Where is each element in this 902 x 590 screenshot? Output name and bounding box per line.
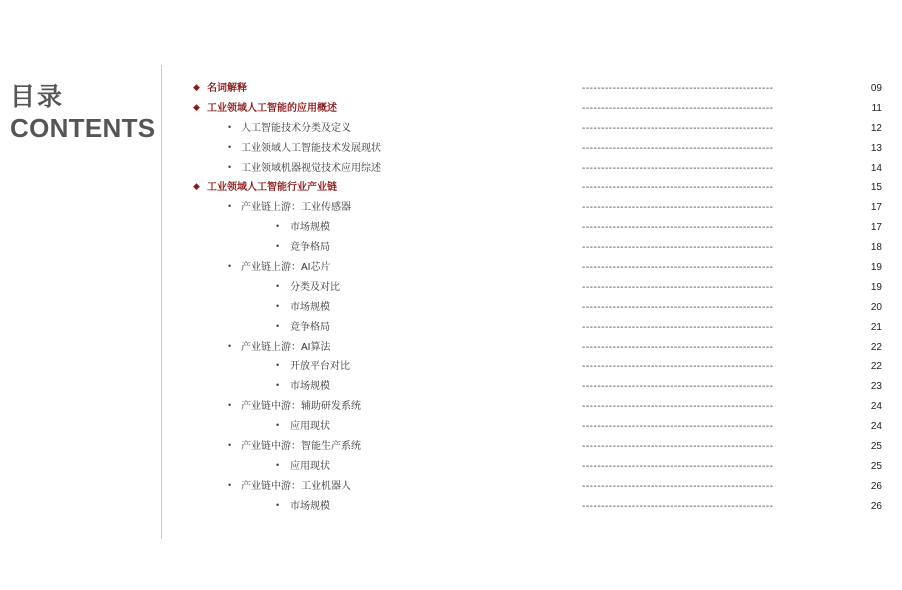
toc-entry[interactable] <box>0 258 902 278</box>
toc-entry-label: 名词解释 <box>207 83 247 94</box>
toc-leader-dots: -------------------------------------------------- <box>582 460 774 472</box>
toc-entry-label: 工业领域人工智能技术发展现状 <box>241 142 381 154</box>
toc-entry-label: 市场规模 <box>290 222 330 234</box>
toc-leader-dots: -------------------------------------------------- <box>582 341 774 353</box>
toc-page-number: 24 <box>870 401 882 413</box>
toc-page-number: 20 <box>870 301 882 313</box>
toc-entry[interactable] <box>0 417 902 437</box>
dot-bullet-icon: • <box>276 300 280 311</box>
page-title-en: CONTENTS <box>10 113 156 143</box>
toc-entry-label: 产业链中游：工业机器人 <box>241 480 351 492</box>
toc-leader-dots: -------------------------------------------------- <box>582 242 774 254</box>
toc-entry[interactable] <box>0 159 902 179</box>
toc-entry[interactable] <box>0 99 902 119</box>
toc-page-number: 15 <box>870 182 882 194</box>
toc-page-number: 11 <box>871 102 882 114</box>
toc-page-number: 17 <box>870 222 882 234</box>
dot-bullet-icon: • <box>228 121 232 132</box>
toc-leader-dots: -------------------------------------------------- <box>582 480 774 492</box>
dot-bullet-icon: • <box>276 499 280 510</box>
toc-page-number: 22 <box>870 341 882 353</box>
toc-page-number: 21 <box>870 321 882 333</box>
toc-entry[interactable] <box>0 298 902 318</box>
toc-leader-dots: -------------------------------------------------- <box>582 142 774 154</box>
toc-entry[interactable] <box>0 238 902 258</box>
toc-entry-label: 产业链中游：辅助研发系统 <box>241 401 361 413</box>
toc-entry-label: 工业领域人工智能行业产业链 <box>207 182 337 194</box>
toc-entry-label: 产业链上游：工业传感器 <box>241 202 351 214</box>
toc-entry[interactable] <box>0 377 902 397</box>
toc-entry-label: 工业领域机器视觉技术应用综述 <box>241 162 381 174</box>
page-title-cn: 目录 <box>10 83 65 111</box>
toc-leader-dots: -------------------------------------------------- <box>582 361 774 373</box>
toc-entry-label: 产业链上游：AI算法 <box>241 341 331 353</box>
toc-leader-dots: -------------------------------------------------- <box>582 441 774 453</box>
toc-page-number: 12 <box>870 122 882 134</box>
toc-entry-label: 竞争格局 <box>290 242 330 254</box>
toc-entry-label: 应用现状 <box>290 460 330 472</box>
toc-page-number: 13 <box>870 142 882 154</box>
toc-page-number: 09 <box>870 83 882 94</box>
toc-page-number: 19 <box>870 262 882 274</box>
dot-bullet-icon: • <box>276 320 280 331</box>
toc-entry-label: 应用现状 <box>290 421 330 433</box>
toc-entry[interactable] <box>0 318 902 338</box>
dot-bullet-icon: • <box>276 459 280 470</box>
toc-leader-dots: -------------------------------------------------- <box>582 421 774 433</box>
toc-entry[interactable] <box>0 338 902 358</box>
diamond-bullet-icon: ◆ <box>193 101 200 112</box>
toc-entry[interactable] <box>0 119 902 139</box>
toc-page-number: 19 <box>870 281 882 293</box>
toc-entry-label: 产业链中游：智能生产系统 <box>241 441 361 453</box>
toc-entry[interactable] <box>0 477 902 497</box>
diamond-bullet-icon: ◆ <box>193 181 200 192</box>
toc-leader-dots: -------------------------------------------------- <box>582 401 774 413</box>
toc-leader-dots: -------------------------------------------------- <box>582 202 774 214</box>
toc-page-number: 14 <box>870 162 882 174</box>
dot-bullet-icon: • <box>228 400 232 411</box>
toc-leader-dots: -------------------------------------------------- <box>582 500 774 512</box>
table-of-contents <box>0 79 902 517</box>
dot-bullet-icon: • <box>276 360 280 371</box>
toc-entry[interactable] <box>0 278 902 298</box>
dot-bullet-icon: • <box>276 241 280 252</box>
dot-bullet-icon: • <box>228 479 232 490</box>
toc-leader-dots: -------------------------------------------------- <box>582 182 774 194</box>
toc-entry-label: 工业领域人工智能的应用概述 <box>207 102 337 114</box>
toc-entry[interactable] <box>0 218 902 238</box>
toc-page-number: 24 <box>870 421 882 433</box>
toc-entry-label: 市场规模 <box>290 381 330 393</box>
toc-entry-label: 分类及对比 <box>290 281 340 293</box>
toc-page-number: 22 <box>870 361 882 373</box>
toc-page-number: 18 <box>870 242 882 254</box>
toc-page-number: 26 <box>870 480 882 492</box>
toc-entry-label: 市场规模 <box>290 500 330 512</box>
toc-page-number: 17 <box>870 202 882 214</box>
dot-bullet-icon: • <box>276 420 280 431</box>
dot-bullet-icon: • <box>228 440 232 451</box>
toc-entry-label: 产业链上游：AI芯片 <box>241 262 331 274</box>
toc-leader-dots: -------------------------------------------------- <box>582 122 774 134</box>
toc-entry-label: 人工智能技术分类及定义 <box>241 122 351 134</box>
toc-page-number: 25 <box>870 460 882 472</box>
toc-leader-dots: -------------------------------------------------- <box>582 381 774 393</box>
toc-leader-dots: -------------------------------------------------- <box>582 162 774 174</box>
toc-leader-dots: -------------------------------------------------- <box>582 281 774 293</box>
dot-bullet-icon: • <box>228 141 232 152</box>
dot-bullet-icon: • <box>228 161 232 172</box>
toc-page-number: 25 <box>870 441 882 453</box>
toc-entry-label: 市场规模 <box>290 301 330 313</box>
toc-entry[interactable] <box>0 357 902 377</box>
toc-leader-dots: -------------------------------------------------- <box>582 301 774 313</box>
toc-page-number: 23 <box>870 381 882 393</box>
toc-leader-dots: -------------------------------------------------- <box>582 321 774 333</box>
toc-leader-dots: -------------------------------------------------- <box>582 222 774 234</box>
dot-bullet-icon: • <box>276 280 280 291</box>
toc-leader-dots: -------------------------------------------------- <box>582 83 774 94</box>
toc-entry[interactable] <box>0 79 902 99</box>
dot-bullet-icon: • <box>228 201 232 212</box>
toc-leader-dots: -------------------------------------------------- <box>582 102 774 114</box>
toc-page-number: 26 <box>870 500 882 512</box>
toc-entry[interactable] <box>0 198 902 218</box>
toc-entry[interactable] <box>0 497 902 517</box>
dot-bullet-icon: • <box>276 221 280 232</box>
diamond-bullet-icon: ◆ <box>193 82 200 92</box>
toc-entry[interactable] <box>0 178 902 198</box>
toc-entry[interactable] <box>0 139 902 159</box>
toc-entry[interactable] <box>0 397 902 417</box>
dot-bullet-icon: • <box>228 261 232 272</box>
toc-entry[interactable] <box>0 457 902 477</box>
dot-bullet-icon: • <box>276 380 280 391</box>
toc-entry-label: 开放平台对比 <box>290 361 350 373</box>
toc-entry-label: 竞争格局 <box>290 321 330 333</box>
toc-leader-dots: -------------------------------------------------- <box>582 262 774 274</box>
toc-entry[interactable] <box>0 437 902 457</box>
dot-bullet-icon: • <box>228 340 232 351</box>
